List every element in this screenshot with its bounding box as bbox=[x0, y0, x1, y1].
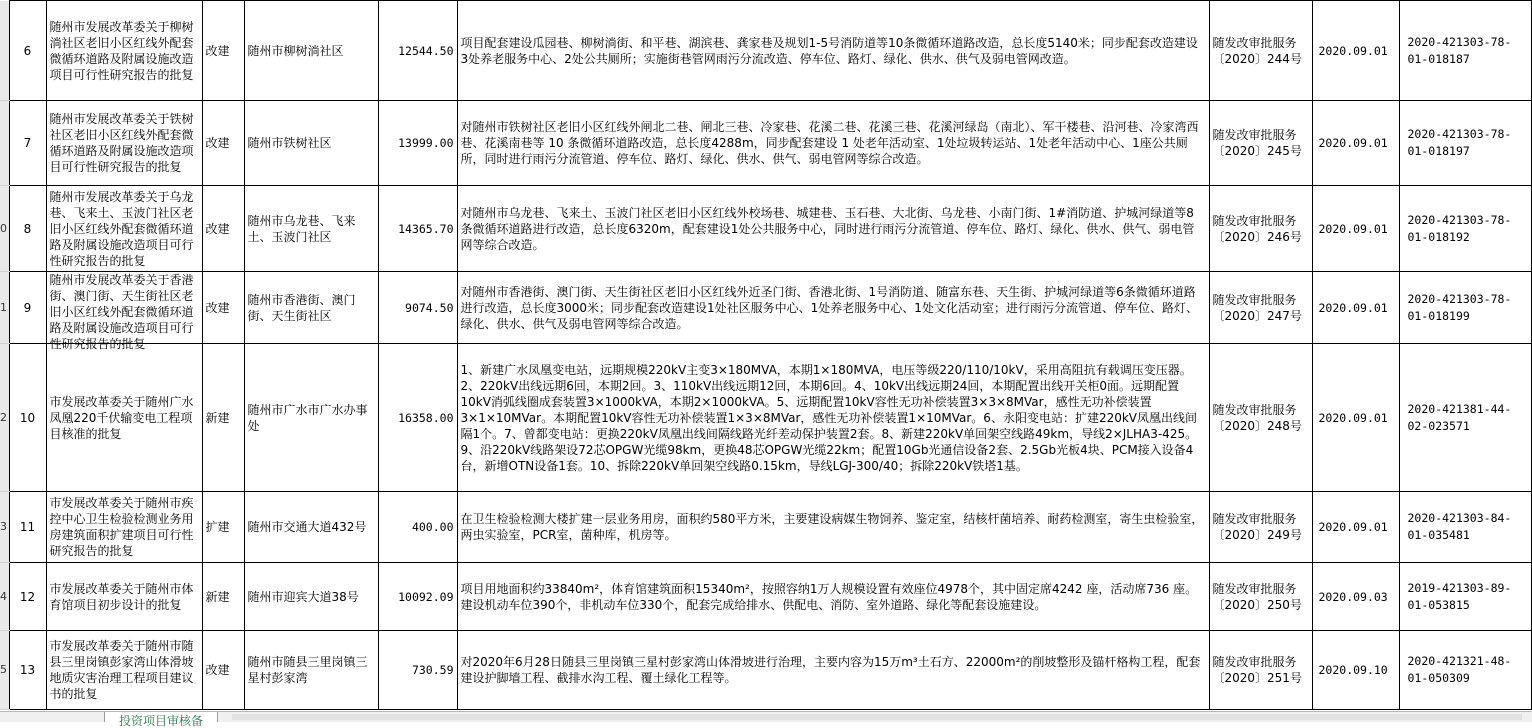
cell-project-title-text: 随州市发展改革委关于乌龙巷、飞来土、玉波门社区老旧小区红线外配套微循环道路及附属设施改造项目可行性研究报告的批复 bbox=[49, 189, 194, 268]
cell-location-text: 随州市柳树淌社区 bbox=[247, 43, 344, 58]
cell-approval-date-text: 2020.09.10 bbox=[1318, 663, 1388, 677]
cell-location-text: 随州市乌龙巷、飞来土、玉波门社区 bbox=[247, 213, 356, 244]
cell-approval-date-text: 2020.09.01 bbox=[1318, 300, 1388, 315]
cell-project-code-text: 2020-421321-48-01-050309 bbox=[1407, 654, 1512, 685]
cell-investment-amount-text: 400.00 bbox=[411, 520, 454, 534]
row-header[interactable] bbox=[0, 186, 9, 272]
table-row bbox=[0, 492, 1531, 563]
cell-location-text: 随州市香港街、澳门街、天生街社区 bbox=[247, 292, 356, 323]
cell-investment-amount[interactable] bbox=[378, 186, 457, 272]
cell-seq-no-text: 8 bbox=[23, 221, 32, 236]
cell-construction-content[interactable] bbox=[457, 344, 1209, 492]
cell-location-text: 随州市铁树社区 bbox=[247, 136, 332, 150]
cell-location[interactable] bbox=[244, 492, 378, 563]
cell-project-title[interactable] bbox=[46, 492, 202, 563]
row-header[interactable] bbox=[0, 101, 9, 186]
cell-seq-no[interactable] bbox=[9, 344, 46, 492]
cell-construction-content-text: 在卫生检验检测大楼扩建一层业务用房，面积约580平方米，主要建设病媒生物饲养、鉴定室，结核杆菌培养、耐药检测室，寄生虫检验室，两虫实验室，PCR室，菌种库，机房等。 bbox=[460, 512, 1204, 542]
cell-seq-no[interactable] bbox=[9, 186, 46, 272]
cell-approval-date[interactable] bbox=[1312, 1, 1399, 101]
cell-project-code[interactable] bbox=[1399, 344, 1531, 492]
cell-location[interactable] bbox=[244, 101, 378, 186]
cell-project-title-text: 市发展改革委关于随州市体育馆项目初步设计的批复 bbox=[49, 581, 194, 612]
cell-construction-content[interactable] bbox=[457, 272, 1209, 344]
cell-construction-type-text: 改建 bbox=[205, 663, 230, 677]
cell-approval-date-text: 2020.09.01 bbox=[1318, 43, 1388, 58]
cell-seq-no[interactable] bbox=[9, 1, 46, 101]
cell-construction-type-text: 新建 bbox=[205, 589, 230, 604]
cell-seq-no-text: 10 bbox=[19, 410, 36, 425]
cell-project-title[interactable] bbox=[46, 1, 202, 101]
cell-project-code-text: 2020-421303-78-01-018187 bbox=[1407, 34, 1512, 66]
cell-construction-type[interactable] bbox=[202, 492, 244, 563]
row-header[interactable] bbox=[0, 272, 9, 344]
cell-approval-date[interactable] bbox=[1312, 631, 1399, 710]
cell-approval-doc-no-text: 随发改审批服务〔2020〕245号 bbox=[1212, 128, 1302, 158]
cell-construction-content[interactable] bbox=[457, 492, 1209, 563]
cell-construction-type-text: 扩建 bbox=[205, 520, 230, 534]
cell-seq-no-text: 12 bbox=[19, 589, 36, 604]
row-header-text: 3 bbox=[0, 520, 7, 533]
cell-location[interactable] bbox=[244, 1, 378, 101]
horizontal-scrollbar[interactable] bbox=[232, 714, 1522, 720]
cell-approval-doc-no[interactable] bbox=[1209, 272, 1312, 344]
cell-investment-amount-text: 14365.70 bbox=[398, 221, 454, 236]
cell-investment-amount[interactable] bbox=[378, 492, 457, 563]
cell-approval-date-text: 2020.09.03 bbox=[1318, 589, 1388, 604]
cell-construction-content-text: 项目配套建设瓜园巷、柳树淌街、和平巷、湖滨巷、龚家巷及规划1-5号消防道等10条微循环道路改造，总长度5140米；同步配套改造建设3处养老服务中心、2处公共厕所；实施街巷管网雨污分流改造、停车位、路灯、绿化、供水、供气及弱电管网改造。 bbox=[460, 35, 1198, 66]
cell-project-code-text: 2020-421381-44-02-023571 bbox=[1407, 401, 1512, 433]
cell-construction-content-text: 对随州市乌龙巷、飞来土、玉波门社区老旧小区红线外校场巷、城建巷、玉石巷、大北街、乌龙巷、小南门街、1#消防道、护城河绿道等8条微循环道路进行改造，总长度6320m，配套建设1处公共服务中心，同时进行雨污分流管道、停车位、路灯、绿化、供水、供气、弱电管网等综合改造。 bbox=[460, 205, 1195, 252]
row-header[interactable] bbox=[0, 563, 9, 631]
cell-project-title[interactable] bbox=[46, 344, 202, 492]
cell-project-title-text: 随州市发展改革委关于铁树社区老旧小区红线外配套微循环道路及附属设施改造项目可行性研究报告的批复 bbox=[49, 112, 194, 174]
sheet-tab-bar bbox=[0, 711, 1532, 728]
cell-approval-doc-no-text: 随发改审批服务〔2020〕244号 bbox=[1212, 35, 1302, 66]
cell-construction-type[interactable] bbox=[202, 1, 244, 101]
cell-project-code[interactable] bbox=[1399, 563, 1531, 631]
cell-approval-doc-no[interactable] bbox=[1209, 344, 1312, 492]
cell-location[interactable] bbox=[244, 563, 378, 631]
row-header[interactable] bbox=[0, 1, 9, 101]
cell-approval-doc-no[interactable] bbox=[1209, 492, 1312, 563]
row-header-text: 2 bbox=[0, 410, 7, 424]
cell-project-code[interactable] bbox=[1399, 631, 1531, 710]
cell-project-title[interactable] bbox=[46, 631, 202, 710]
cell-project-title-text: 市发展改革委关于随州市疾控中心卫生检验检测业务用房建筑面积扩建项目可行性研究报告的批复 bbox=[49, 496, 194, 558]
cell-investment-amount-text: 9074.50 bbox=[405, 300, 454, 315]
cell-investment-amount[interactable] bbox=[378, 101, 457, 186]
cell-project-title-text: 市发展改革委关于随州市随县三里岗镇彭家湾山体滑坡地质灾害治理工程项目建议书的批复 bbox=[49, 639, 194, 701]
cell-construction-type[interactable] bbox=[202, 344, 244, 492]
cell-construction-content[interactable] bbox=[457, 563, 1209, 631]
row-header-text: 0 bbox=[0, 221, 7, 235]
table-row bbox=[0, 563, 1531, 631]
cell-approval-date[interactable] bbox=[1312, 186, 1399, 272]
cell-project-code-text: 2020-421303-78-01-018192 bbox=[1407, 212, 1512, 244]
cell-investment-amount-text: 13999.00 bbox=[398, 136, 454, 150]
cell-construction-type[interactable] bbox=[202, 563, 244, 631]
cell-construction-type-text: 改建 bbox=[205, 300, 230, 315]
cell-seq-no[interactable] bbox=[9, 492, 46, 563]
cell-approval-date-text: 2020.09.01 bbox=[1318, 410, 1388, 425]
cell-investment-amount[interactable] bbox=[378, 344, 457, 492]
cell-construction-content-text: 对随州市香港街、澳门街、天生街社区老旧小区红线外近圣门街、香港北街、1号消防道、随富东巷、天生街、护城河绿道等6条微循环道路进行改造，总长度3000米；同步配套改造建设1处社区服务中心、1处养老服务中心、1处文化活动室；进行雨污分流管道、停车位、路灯、绿化、供水、供气及弱电管网等综合改造。 bbox=[460, 284, 1198, 331]
cell-construction-type[interactable] bbox=[202, 631, 244, 710]
sheet-tab[interactable] bbox=[104, 712, 218, 728]
cell-construction-type-text: 新建 bbox=[205, 410, 230, 425]
cell-approval-doc-no-text: 随发改审批服务〔2020〕250号 bbox=[1212, 581, 1302, 612]
cell-project-code[interactable] bbox=[1399, 1, 1531, 101]
table-row bbox=[0, 272, 1531, 344]
cell-investment-amount[interactable] bbox=[378, 563, 457, 631]
cell-location[interactable] bbox=[244, 272, 378, 344]
cell-project-code-text: 2020-421303-78-01-018199 bbox=[1407, 291, 1512, 323]
cell-construction-type[interactable] bbox=[202, 272, 244, 344]
cell-location-text: 随州市迎宾大道38号 bbox=[247, 589, 359, 604]
cell-project-code-text: 2020-421303-84-01-035481 bbox=[1407, 511, 1512, 542]
row-header-text: 1 bbox=[0, 300, 7, 314]
cell-investment-amount[interactable] bbox=[378, 631, 457, 710]
cell-seq-no[interactable] bbox=[9, 563, 46, 631]
row-header[interactable] bbox=[0, 631, 9, 710]
cell-approval-date[interactable] bbox=[1312, 101, 1399, 186]
cell-location[interactable] bbox=[244, 344, 378, 492]
cell-approval-date-text: 2020.09.01 bbox=[1318, 520, 1388, 534]
cell-approval-doc-no[interactable] bbox=[1209, 101, 1312, 186]
cell-project-code[interactable] bbox=[1399, 492, 1531, 563]
cell-construction-content[interactable] bbox=[457, 631, 1209, 710]
cell-location-text: 随州市交通大道432号 bbox=[247, 520, 367, 534]
cell-investment-amount-text: 730.59 bbox=[411, 663, 454, 677]
cell-seq-no-text: 13 bbox=[19, 663, 36, 677]
cell-investment-amount-text: 16358.00 bbox=[398, 410, 454, 425]
cell-construction-content-text: 对随州市铁树社区老旧小区红线外闸北二巷、闸北三巷、冷家巷、花溪二巷、花溪三巷、花溪河绿岛（南北）、军干楼巷、沿河巷、冷家湾西巷、花溪南巷等 10 条微循环道路改造，总长度4288m，同步配套建设 1 处老年活动室、1处垃圾转运站、1处老年活动中心、1座公共厕所，同时进行雨污分流管道、停车位、路灯、绿化、供水、供气、弱电管网等综合改造。 bbox=[460, 120, 1199, 166]
cell-construction-type[interactable] bbox=[202, 101, 244, 186]
cell-location[interactable] bbox=[244, 186, 378, 272]
table-row bbox=[0, 631, 1531, 710]
cell-approval-doc-no-text: 随发改审批服务〔2020〕248号 bbox=[1212, 402, 1302, 433]
cell-seq-no[interactable] bbox=[9, 272, 46, 344]
cell-construction-content[interactable] bbox=[457, 101, 1209, 186]
row-header-text: 4 bbox=[0, 589, 7, 603]
cell-construction-content[interactable] bbox=[457, 186, 1209, 272]
cell-approval-doc-no[interactable] bbox=[1209, 563, 1312, 631]
cell-construction-type-text: 改建 bbox=[205, 136, 230, 150]
cell-construction-content-text: 项目用地面积约33840m²，体育馆建筑面积15340m²，按照容纳1万人规模设置有效座位4978个，其中固定席4242 座，活动席736 座。建设机动车位390个，非机动车位330个，配套完成给排水、供配电、消防、室外道路、绿化等配套设施建设。 bbox=[460, 581, 1198, 612]
cell-seq-no-text: 11 bbox=[19, 520, 36, 534]
cell-project-code[interactable] bbox=[1399, 272, 1531, 344]
cell-approval-date[interactable] bbox=[1312, 563, 1399, 631]
cell-project-title[interactable] bbox=[46, 272, 202, 351]
cell-approval-doc-no[interactable] bbox=[1209, 631, 1312, 710]
cell-location-text: 随州市随县三里岗镇三星村彭家湾 bbox=[247, 655, 368, 685]
row-header-text: 5 bbox=[0, 663, 7, 676]
cell-approval-doc-no-text: 随发改审批服务〔2020〕246号 bbox=[1212, 213, 1302, 244]
cell-seq-no[interactable] bbox=[9, 101, 46, 186]
cell-project-title[interactable] bbox=[46, 186, 202, 272]
cell-construction-type-text: 改建 bbox=[205, 221, 230, 236]
cell-investment-amount-text: 12544.50 bbox=[398, 43, 454, 58]
cell-investment-amount-text: 10092.09 bbox=[398, 589, 454, 604]
sheet-tab-label: 投资项目审核备 bbox=[119, 714, 204, 728]
cell-investment-amount[interactable] bbox=[378, 1, 457, 101]
cell-approval-doc-no[interactable] bbox=[1209, 186, 1312, 272]
cell-project-title-text: 随州市发展改革委关于柳树淌社区老旧小区红线外配套微循环道路及附属设施改造项目可行性研究报告的批复 bbox=[49, 19, 194, 82]
cell-construction-content[interactable] bbox=[457, 1, 1209, 101]
row-header[interactable] bbox=[0, 492, 9, 563]
table-row bbox=[0, 344, 1531, 492]
cell-approval-date-text: 2020.09.01 bbox=[1318, 136, 1388, 150]
cell-construction-content-text: 对2020年6月28日随县三里岗镇三星村彭家湾山体滑坡进行治理，主要内容为15万m³土石方、22000m²的削坡整形及锚杆格构工程，配套建设护脚墙工程、截排水沟工程、覆土绿化工程等。 bbox=[460, 655, 1201, 685]
cell-project-code-text: 2020-421303-78-01-018197 bbox=[1407, 127, 1512, 158]
cell-approval-doc-no[interactable] bbox=[1209, 1, 1312, 101]
cell-construction-type-text: 改建 bbox=[205, 43, 230, 58]
cell-seq-no-text: 6 bbox=[23, 43, 32, 58]
cell-seq-no[interactable] bbox=[9, 631, 46, 710]
table-row bbox=[0, 101, 1531, 186]
cell-project-title-text: 随州市发展改革委关于香港街、澳门街、天生街社区老旧小区红线外配套微循环道路及附属设施改造项目可行性研究报告的批复 bbox=[49, 273, 194, 351]
cell-project-code[interactable] bbox=[1399, 101, 1531, 186]
cell-project-code[interactable] bbox=[1399, 186, 1531, 272]
cell-approval-date-text: 2020.09.01 bbox=[1318, 221, 1388, 236]
row-header[interactable] bbox=[0, 344, 9, 492]
cell-approval-date[interactable] bbox=[1312, 344, 1399, 492]
table-row bbox=[0, 186, 1531, 272]
cell-project-title-text: 市发展改革委关于随州广水凤凰220千伏输变电工程项目核准的批复 bbox=[49, 394, 194, 441]
cell-approval-doc-no-text: 随发改审批服务〔2020〕247号 bbox=[1212, 292, 1302, 323]
cell-approval-doc-no-text: 随发改审批服务〔2020〕249号 bbox=[1212, 512, 1302, 542]
cell-investment-amount[interactable] bbox=[378, 272, 457, 344]
cell-construction-content-text: 1、新建广水凤凰变电站，远期规模220kV主变3×180MVA，本期1×180MVA，电压等级220/110/10kV，采用高阻抗有载调压变压器。2、220kV出线远期6回，本期2回。3、110kV出线远期12回，本期6回。4、10kV出线远期24回，本期配置出线开关柜0面。远期配置10kV消弧线圈成套装置3×1000kVA，本期2×1000kVA。5、远期配置10kV容性无功补偿装置3×3×8MVar，感性无功补偿装置3×1×10MVar。本期配置10kV容性无功补偿装置1×3×8MVar，感性无功补偿装置1×10MVar。6、永阳变电站：扩建220kV凤凰出线间隔1个。7、曾都变电站：更换220kV凤凰出线间隔线路光纤差动保护装置2套。8、新建220kV单回架空线路49km，导线2×JLHA3-425。9、沿220kV线路架设72芯OPGW光缆98km，更换48芯OPGW光缆22km；配置10Gb光通信设备2套、2.5Gb光板4块、PCM接入设备4台，新增OTN设备1套。10、拆除220kV单回架空线路0.15km，导线LGJ-300/40；拆除220kV铁塔1基。 bbox=[460, 362, 1198, 473]
table-row bbox=[0, 1, 1531, 101]
cell-approval-date[interactable] bbox=[1312, 492, 1399, 563]
cell-location[interactable] bbox=[244, 631, 378, 710]
cell-approval-date[interactable] bbox=[1312, 272, 1399, 344]
cell-approval-doc-no-text: 随发改审批服务〔2020〕251号 bbox=[1212, 655, 1302, 685]
cell-project-title[interactable] bbox=[46, 101, 202, 186]
cell-location-text: 随州市广水市广水办事处 bbox=[247, 402, 368, 433]
cell-seq-no-text: 9 bbox=[23, 300, 32, 315]
cell-project-code-text: 2019-421303-89-01-053815 bbox=[1407, 580, 1512, 612]
cell-project-title[interactable] bbox=[46, 563, 202, 631]
cell-construction-type[interactable] bbox=[202, 186, 244, 272]
cell-seq-no-text: 7 bbox=[23, 136, 32, 150]
